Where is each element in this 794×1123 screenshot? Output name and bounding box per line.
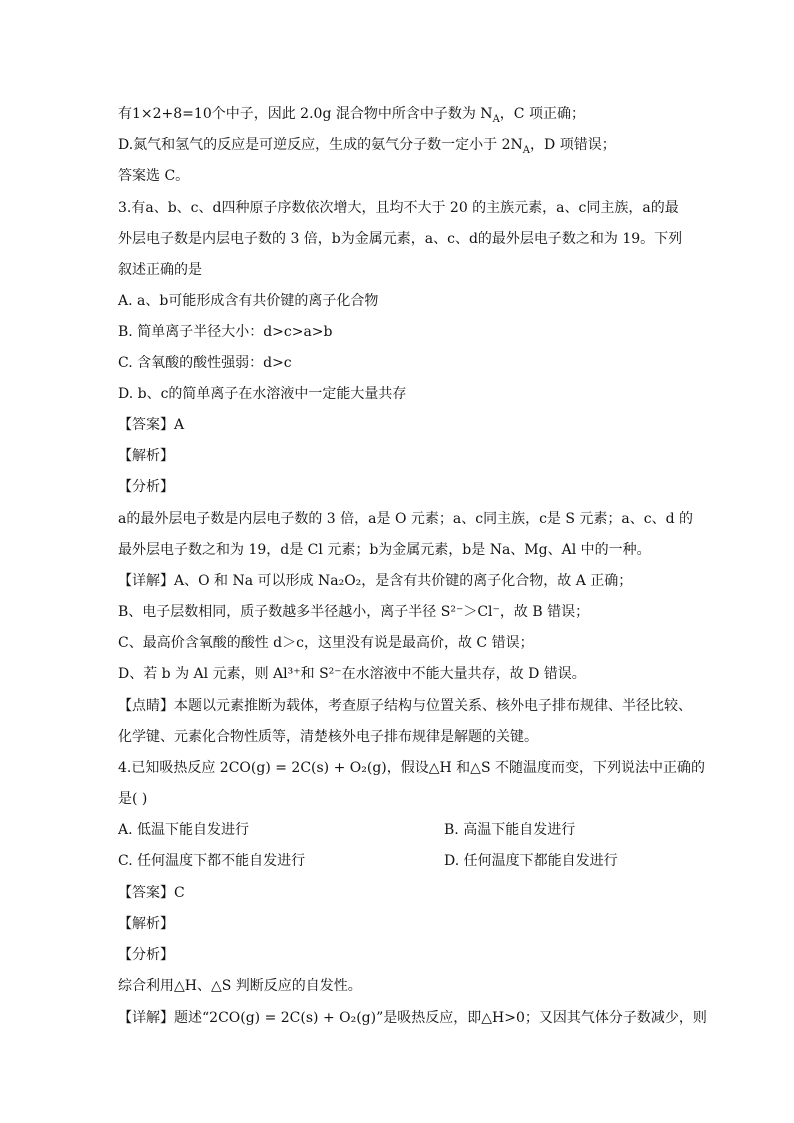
answer-label: 【答案】A: [118, 417, 185, 433]
analysis-sub-label: 【分析】: [118, 479, 174, 495]
option-a: A. a、b可能形成含有共价键的离子化合物: [118, 293, 379, 309]
detail-text: 【详解】A、O 和 Na 可以形成 Na₂O₂，是含有共价键的离子化合物，故 A 正确；: [118, 573, 633, 589]
question-3-stem: 外层电子数是内层电子数的 3 倍，b为金属元素，a、c、d的最外层电子数之和为 19。下列: [118, 231, 683, 247]
option-c: C. 含氧酸的酸性强弱：d>c: [118, 355, 292, 371]
option-b: B. 简单离子半径大小：d>c>a>b: [118, 324, 333, 340]
tip-text: 【点睛】本题以元素推断为载体，考查原子结构与位置关系、核外电子排布规律、半径比较、: [118, 698, 692, 714]
option-a: A. 低温下能自发进行: [118, 822, 250, 838]
detail-text: B、电子层数相同，质子数越多半径越小，离子半径 S²⁻＞Cl⁻，故 B 错误；: [118, 604, 590, 620]
analysis-text: a的最外层电子数是内层电子数的 3 倍，a是 O 元素；a、c同主族，c是 S 元素；a、c、d 的: [118, 511, 693, 527]
detail-text: 【详解】题述“2CO(g) = 2C(s) + O₂(g)”是吸热反应，即△H>0；又因其气体分子数减少，则: [118, 1010, 707, 1026]
question-4-stem: 是( ): [118, 791, 148, 807]
tip-text: 化学键、元素化合物性质等，清楚核外电子排布规律是解题的关键。: [118, 729, 538, 745]
analysis-sub-label: 【分析】: [118, 947, 174, 963]
analysis-label: 【解析】: [118, 448, 174, 464]
detail-text: C、最高价含氧酸的酸性 d＞c，这里没有说是最高价，故 C 错误；: [118, 635, 534, 651]
question-4-stem: 4.已知吸热反应 2CO(g) = 2C(s) + O₂(g)，假设△H 和△S 不随温度而变，下列说法中正确的: [118, 760, 705, 776]
detail-text: D、若 b 为 Al 元素，则 Al³⁺和 S²⁻在水溶液中不能大量共存，故 D 错误。: [118, 666, 586, 682]
question-3-stem: 叙述正确的是: [118, 262, 202, 278]
analysis-label: 【解析】: [118, 916, 174, 932]
analysis-text: 综合利用△H、△S 判断反应的自发性。: [118, 978, 362, 994]
option-d: D. 任何温度下都能自发进行: [444, 853, 618, 869]
option-c: C. 任何温度下都不能自发进行: [118, 853, 306, 869]
option-d: D. b、c的简单离子在水溶液中一定能大量共存: [118, 386, 407, 402]
text-line: D.氮气和氢气的反应是可逆反应，生成的氨气分子数一定小于 $2N_A$，D 项错误；: [118, 137, 616, 156]
answer-label: 【答案】C: [118, 885, 185, 901]
question-3-stem: 3.有a、b、c、d四种原子序数依次增大，且均不大于 20 的主族元素，a、c同主族，a的最: [118, 200, 679, 216]
text-line: 答案选 C。: [118, 168, 190, 184]
analysis-text: 最外层电子数之和为 19，d是 Cl 元素；b为金属元素，b是 Na、Mg、Al 中的一种。: [118, 542, 651, 558]
option-b: B. 高温下能自发进行: [444, 822, 576, 838]
text-line: 有1×2+8=10个中子，因此 2.0g 混合物中所含中子数为 $N_A$，C 项正确；: [118, 106, 585, 125]
